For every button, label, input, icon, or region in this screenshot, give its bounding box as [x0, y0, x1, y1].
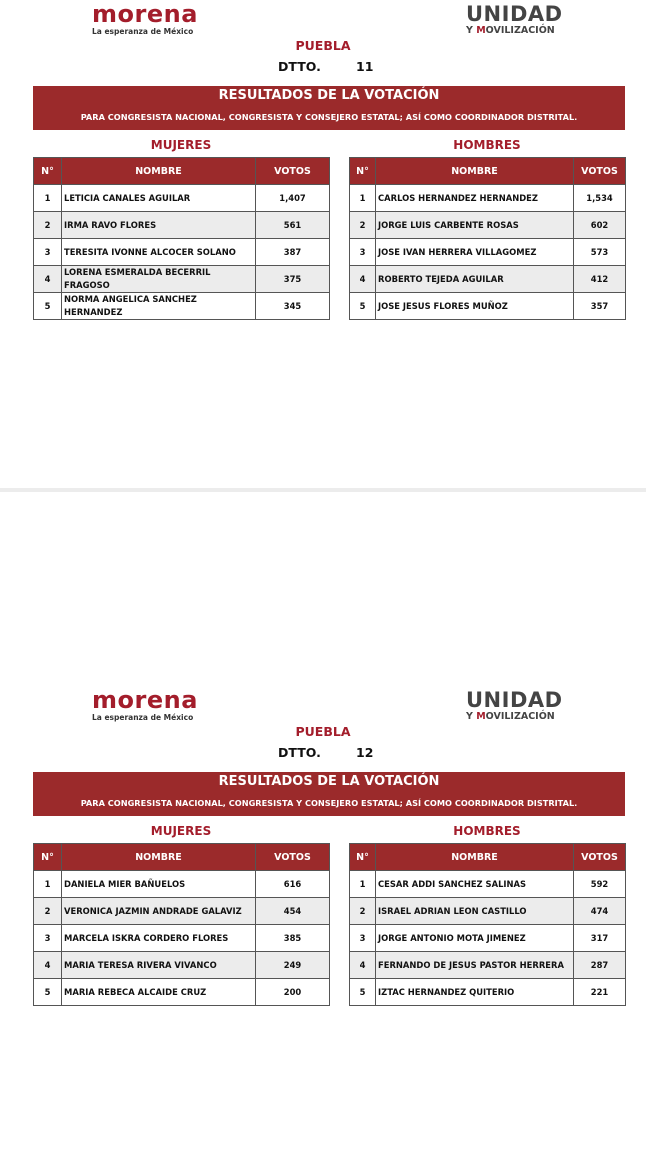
- banner-subtitle: PARA CONGRESISTA NACIONAL, CONGRESISTA Y CONSEJERO ESTATAL; ASÍ COMO COORDINADOR DISTRITAL.: [80, 112, 578, 122]
- banner-subtitle: PARA CONGRESISTA NACIONAL, CONGRESISTA Y CONSEJERO ESTATAL; ASÍ COMO COORDINADOR DISTRITAL.: [80, 798, 578, 808]
- table-row: [34, 952, 330, 979]
- table-row: [350, 266, 626, 293]
- table-header-row: [350, 844, 626, 871]
- vote-count: 1,407: [256, 185, 330, 212]
- state-title: PUEBLA: [295, 38, 351, 53]
- unidad-logo-rest: OVILIZACIÓN: [485, 711, 555, 722]
- unidad-logo-y: Y: [466, 25, 477, 36]
- unidad-logo-m: M: [476, 25, 486, 36]
- unidad-logo-y: Y: [466, 711, 477, 722]
- table-row: [350, 952, 626, 979]
- unidad-logo-m: M: [476, 711, 486, 722]
- row-number: 3: [350, 925, 376, 952]
- table-row: [34, 871, 330, 898]
- table-row: [350, 293, 626, 320]
- vote-count: 561: [256, 212, 330, 239]
- row-number: 1: [34, 185, 62, 212]
- table-header-row: [350, 158, 626, 185]
- page-separator: [0, 488, 646, 492]
- results-banner: [33, 772, 625, 816]
- candidate-name: FERNANDO DE JESUS PASTOR HERRERA: [376, 952, 574, 979]
- table-row: [350, 185, 626, 212]
- vote-count: 221: [574, 979, 626, 1006]
- row-number: 4: [34, 266, 62, 293]
- table-row: [34, 212, 330, 239]
- unidad-logo-bottom: [466, 25, 563, 36]
- table-row: [34, 266, 330, 293]
- row-number: 3: [34, 239, 62, 266]
- morena-logo-word: morena: [92, 0, 198, 28]
- vote-count: 317: [574, 925, 626, 952]
- unidad-logo-top: UNIDAD: [466, 688, 563, 712]
- candidate-name: CESAR ADDI SANCHEZ SALINAS: [376, 871, 574, 898]
- row-number: 1: [34, 871, 62, 898]
- vote-count: 616: [256, 871, 330, 898]
- row-number: 1: [350, 185, 376, 212]
- district-label: DTTO.: [278, 745, 321, 760]
- vote-count: 375: [256, 266, 330, 293]
- table-row: [350, 898, 626, 925]
- row-number: 5: [34, 979, 62, 1006]
- morena-logo: [92, 2, 198, 36]
- vote-count: 287: [574, 952, 626, 979]
- table-row: [34, 293, 330, 320]
- table-row: [34, 185, 330, 212]
- vote-count: 200: [256, 979, 330, 1006]
- candidate-name: MARCELA ISKRA CORDERO FLORES: [62, 925, 256, 952]
- results-sheet-distrito-12: [0, 686, 646, 1174]
- unidad-logo-bottom: [466, 711, 563, 722]
- unidad-movilizacion-logo: [466, 690, 563, 722]
- col-header-votes: VOTOS: [574, 158, 626, 185]
- district-number: 12: [356, 745, 374, 760]
- candidate-name: MARIA REBECA ALCAIDE CRUZ: [62, 979, 256, 1006]
- candidate-name: DANIELA MIER BAÑUELOS: [62, 871, 256, 898]
- candidate-name: VERONICA JAZMIN ANDRADE GALAVIZ: [62, 898, 256, 925]
- women-section-label: MUJERES: [150, 824, 212, 838]
- candidate-name: JOSE JESUS FLORES MUÑOZ: [376, 293, 574, 320]
- row-number: 5: [350, 293, 376, 320]
- vote-count: 249: [256, 952, 330, 979]
- morena-logo-word: morena: [92, 686, 198, 714]
- results-sheet-distrito-11: [0, 0, 646, 488]
- table-row: [34, 898, 330, 925]
- row-number: 2: [350, 212, 376, 239]
- row-number: 4: [34, 952, 62, 979]
- vote-count: 592: [574, 871, 626, 898]
- col-header-votes: VOTOS: [574, 844, 626, 871]
- col-header-num: N°: [34, 158, 62, 185]
- candidate-name: ROBERTO TEJEDA AGUILAR: [376, 266, 574, 293]
- row-number: 2: [34, 898, 62, 925]
- row-number: 4: [350, 266, 376, 293]
- col-header-name: NOMBRE: [376, 844, 574, 871]
- candidate-name: JOSE IVAN HERRERA VILLAGOMEZ: [376, 239, 574, 266]
- table-row: [34, 979, 330, 1006]
- unidad-logo-top: UNIDAD: [466, 2, 563, 26]
- vote-count: 474: [574, 898, 626, 925]
- banner-title: RESULTADOS DE LA VOTACIÓN: [218, 774, 440, 789]
- women-results-table: [33, 157, 330, 320]
- candidate-name: CARLOS HERNANDEZ HERNANDEZ: [376, 185, 574, 212]
- row-number: 2: [34, 212, 62, 239]
- morena-logo-tagline: La esperanza de México: [92, 713, 194, 722]
- candidate-name: MARIA TERESA RIVERA VIVANCO: [62, 952, 256, 979]
- men-results-table: [349, 157, 626, 320]
- col-header-name: NOMBRE: [376, 158, 574, 185]
- candidate-name: JORGE ANTONIO MOTA JIMENEZ: [376, 925, 574, 952]
- table-row: [34, 239, 330, 266]
- candidate-name: LORENA ESMERALDA BECERRIL FRAGOSO: [62, 266, 256, 293]
- candidate-name: LETICIA CANALES AGUILAR: [62, 185, 256, 212]
- col-header-votes: VOTOS: [256, 844, 330, 871]
- col-header-name: NOMBRE: [62, 158, 256, 185]
- row-number: 3: [350, 239, 376, 266]
- vote-count: 385: [256, 925, 330, 952]
- women-results-table: [33, 843, 330, 1006]
- candidate-name: JORGE LUIS CARBENTE ROSAS: [376, 212, 574, 239]
- col-header-name: NOMBRE: [62, 844, 256, 871]
- men-section-label: HOMBRES: [453, 824, 521, 838]
- vote-count: 345: [256, 293, 330, 320]
- state-title: PUEBLA: [295, 724, 351, 739]
- district-label: DTTO.: [278, 59, 321, 74]
- col-header-num: N°: [350, 158, 376, 185]
- vote-count: 387: [256, 239, 330, 266]
- table-row: [350, 871, 626, 898]
- candidate-name: ISRAEL ADRIAN LEON CASTILLO: [376, 898, 574, 925]
- vote-count: 454: [256, 898, 330, 925]
- table-row: [350, 925, 626, 952]
- unidad-movilizacion-logo: [466, 4, 563, 36]
- candidate-name: NORMA ANGELICA SANCHEZ HERNANDEZ: [62, 293, 256, 320]
- vote-count: 357: [574, 293, 626, 320]
- table-header-row: [34, 158, 330, 185]
- table-header-row: [34, 844, 330, 871]
- table-row: [350, 979, 626, 1006]
- table-row: [34, 925, 330, 952]
- row-number: 2: [350, 898, 376, 925]
- row-number: 1: [350, 871, 376, 898]
- women-section-label: MUJERES: [150, 138, 212, 152]
- table-row: [350, 212, 626, 239]
- candidate-name: IRMA RAVO FLORES: [62, 212, 256, 239]
- men-results-table: [349, 843, 626, 1006]
- vote-count: 573: [574, 239, 626, 266]
- vote-count: 1,534: [574, 185, 626, 212]
- row-number: 5: [34, 293, 62, 320]
- candidate-name: IZTAC HERNANDEZ QUITERIO: [376, 979, 574, 1006]
- results-banner: [33, 86, 625, 130]
- table-row: [350, 239, 626, 266]
- col-header-num: N°: [34, 844, 62, 871]
- col-header-votes: VOTOS: [256, 158, 330, 185]
- row-number: 5: [350, 979, 376, 1006]
- men-section-label: HOMBRES: [453, 138, 521, 152]
- row-number: 3: [34, 925, 62, 952]
- district-number: 11: [356, 59, 374, 74]
- col-header-num: N°: [350, 844, 376, 871]
- vote-count: 412: [574, 266, 626, 293]
- unidad-logo-rest: OVILIZACIÓN: [485, 25, 555, 36]
- banner-title: RESULTADOS DE LA VOTACIÓN: [218, 88, 440, 103]
- vote-count: 602: [574, 212, 626, 239]
- morena-logo: [92, 688, 198, 722]
- morena-logo-tagline: La esperanza de México: [92, 27, 194, 36]
- row-number: 4: [350, 952, 376, 979]
- candidate-name: TERESITA IVONNE ALCOCER SOLANO: [62, 239, 256, 266]
